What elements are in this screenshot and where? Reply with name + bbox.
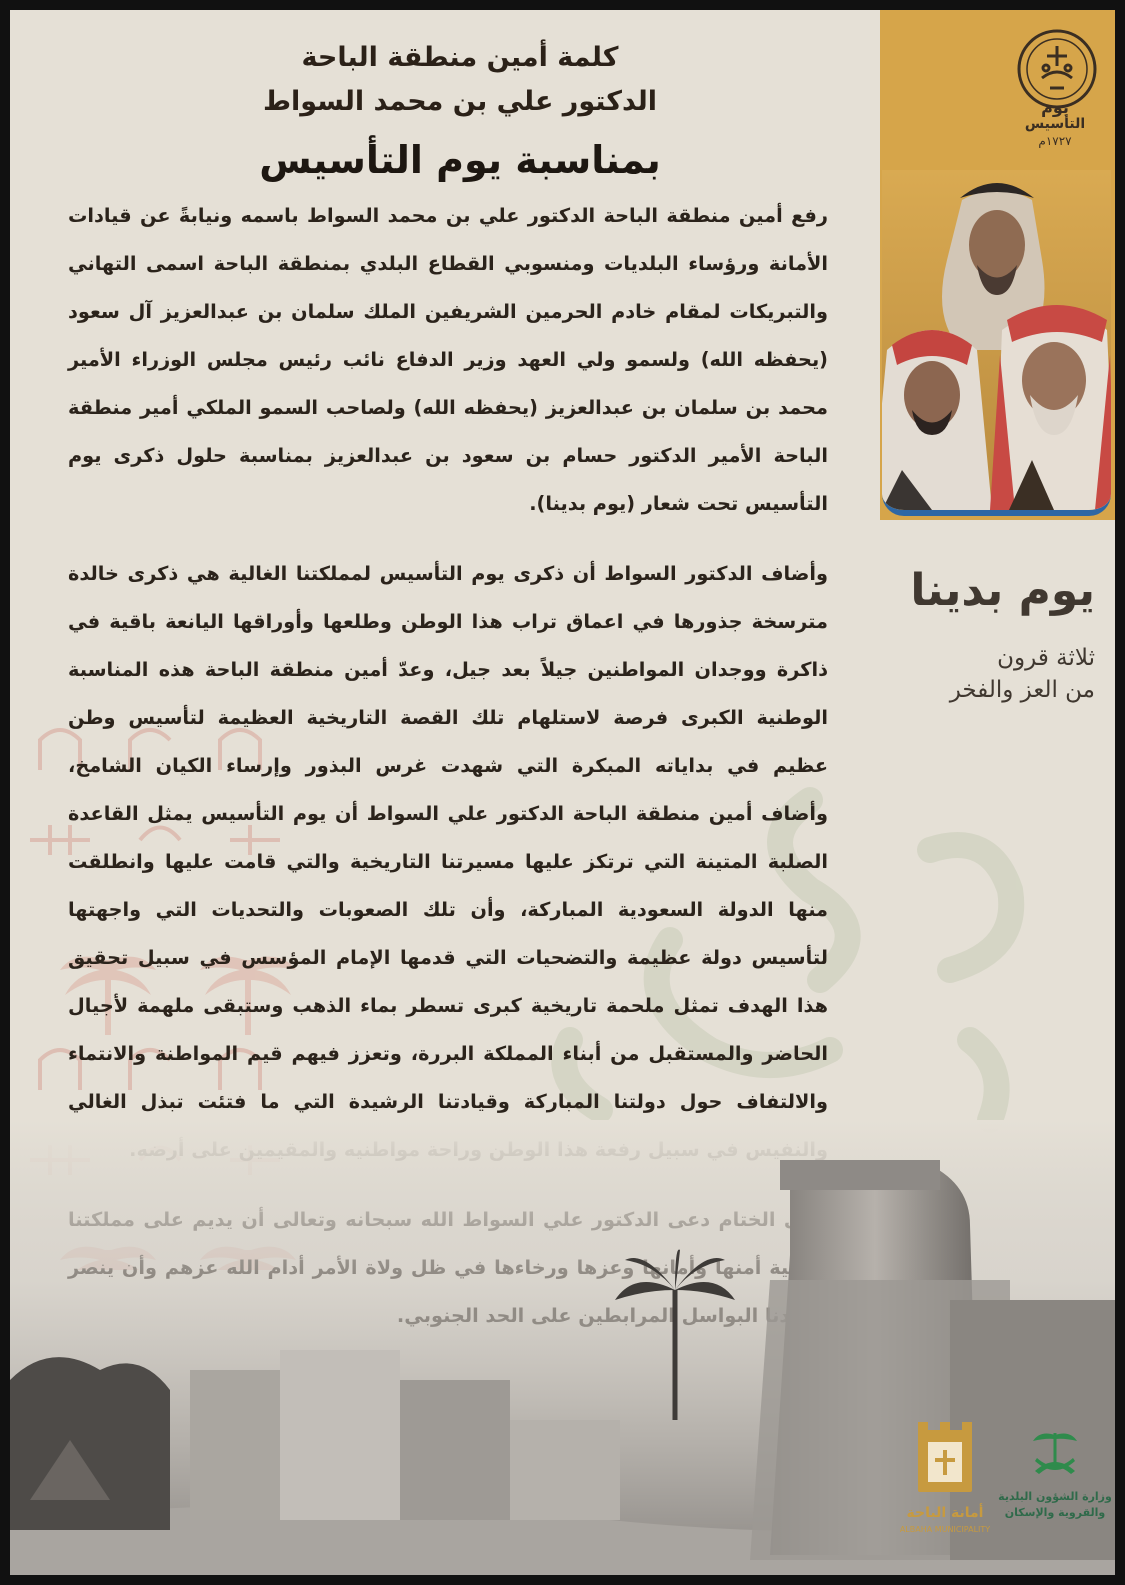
paragraph-1: رفع أمين منطقة الباحة الدكتور علي بن محمد السواط باسمه ونيابةً عن قيادات الأمانة ورؤساء البلديات ومنسوبي القطاع البلدي بمنطقة الباحة اسمى التهاني والتبريكات لمقام خادم الحرمين الشريفين الملك سلمان بن عبدالعزيز آل سعود (يحفظه الله) ولسمو ولي العهد وزير الدفاع نائب رئيس مجلس الوزراء الأمير محمد بن سلمان بن عبدالعزيز (يحفظه الله) ولصاحب السمو الملكي أمير منطقة الباحة الأمير الدكتور حسام بن سعود بن عبدالعزيز بمناسبة حلول ذكرى يوم التأسيس تحت شعار (يوم بدينا).: [68, 204, 828, 515]
paragraph-2: وأضاف الدكتور السواط أن ذكرى يوم التأسيس لمملكتنا الغالية هي ذكرى خالدة مترسخة جذورها في اعماق تراب هذا الوطن وطلعها وأوراقها اليانعة باقية في ذاكرة ووجدان المواطنين جيلاً بعد جيل، وعدّ أمين منطقة الباحة هذه المناسبة الوطنية الكبرى فرصة لاستلهام تلك القصة التاريخية العظيمة لتأسيس وطن عظيم في بداياته المبكرة التي شهدت غرس البذور وإرساء الكيان الشامخ، وأضاف أمين منطقة الباحة الدكتور علي السواط أن يوم التأسيس يمثل القاعدة الصلبة المتينة التي ترتكز عليها مسيرتنا التاريخية والتي قامت عليها وانطلقت منها الدولة السعودية المباركة، وأن تلك الصعوبات والتحديات التي واجهتها لتأسيس دولة عظيمة والتضحيات التي قدمها الإمام المؤسس في سبيل تحقيق هذا الهدف تمثل ملحمة تاريخية كبرى تسطر بماء الذهب وستبقى ملهمة لأجيال الحاضر والمستقبل من أبناء المملكة البررة، وتعزز فيهم قيم المواطنة والانتماء والالتفاف حول دولتنا المباركة وقيادتنا الرشيدة التي ما فتئت تبذل الغالي: [68, 562, 828, 1113]
tagline-2: من العز والفخر: [949, 677, 1095, 703]
tagline-1: ثلاثة قرون: [997, 645, 1095, 671]
municipality-name-en: ALBAHA MUNICIPALITY: [899, 1525, 991, 1534]
albaha-municipality-logo-icon: [910, 1420, 980, 1500]
title-line-1: كلمة أمين منطقة الباحة: [301, 42, 619, 73]
emblem-year: ١٧٢٧م: [1038, 134, 1072, 148]
page: [10, 10, 1115, 1575]
title-line-2: الدكتور علي بن محمد السواط: [263, 86, 657, 117]
slogan: يوم بدينا: [910, 565, 1095, 616]
municipality-name-ar: أمانة الباحة: [906, 1505, 984, 1521]
ministry-name-2: والقروية والإسكان: [1004, 1506, 1106, 1519]
emblem-label-1: يوم: [1041, 98, 1069, 117]
ministry-name-1: وزارة الشؤون البلدية: [998, 1490, 1112, 1503]
logos-area: [860, 1410, 1115, 1575]
ministry-logo-icon: [1025, 1425, 1085, 1485]
emblem-label-2: التأسيس: [1024, 116, 1086, 132]
title-line-3: بمناسبة يوم التأسيس: [259, 138, 661, 182]
leaders-portrait-illustration: [882, 170, 1111, 510]
leaders-portrait: [882, 170, 1111, 516]
